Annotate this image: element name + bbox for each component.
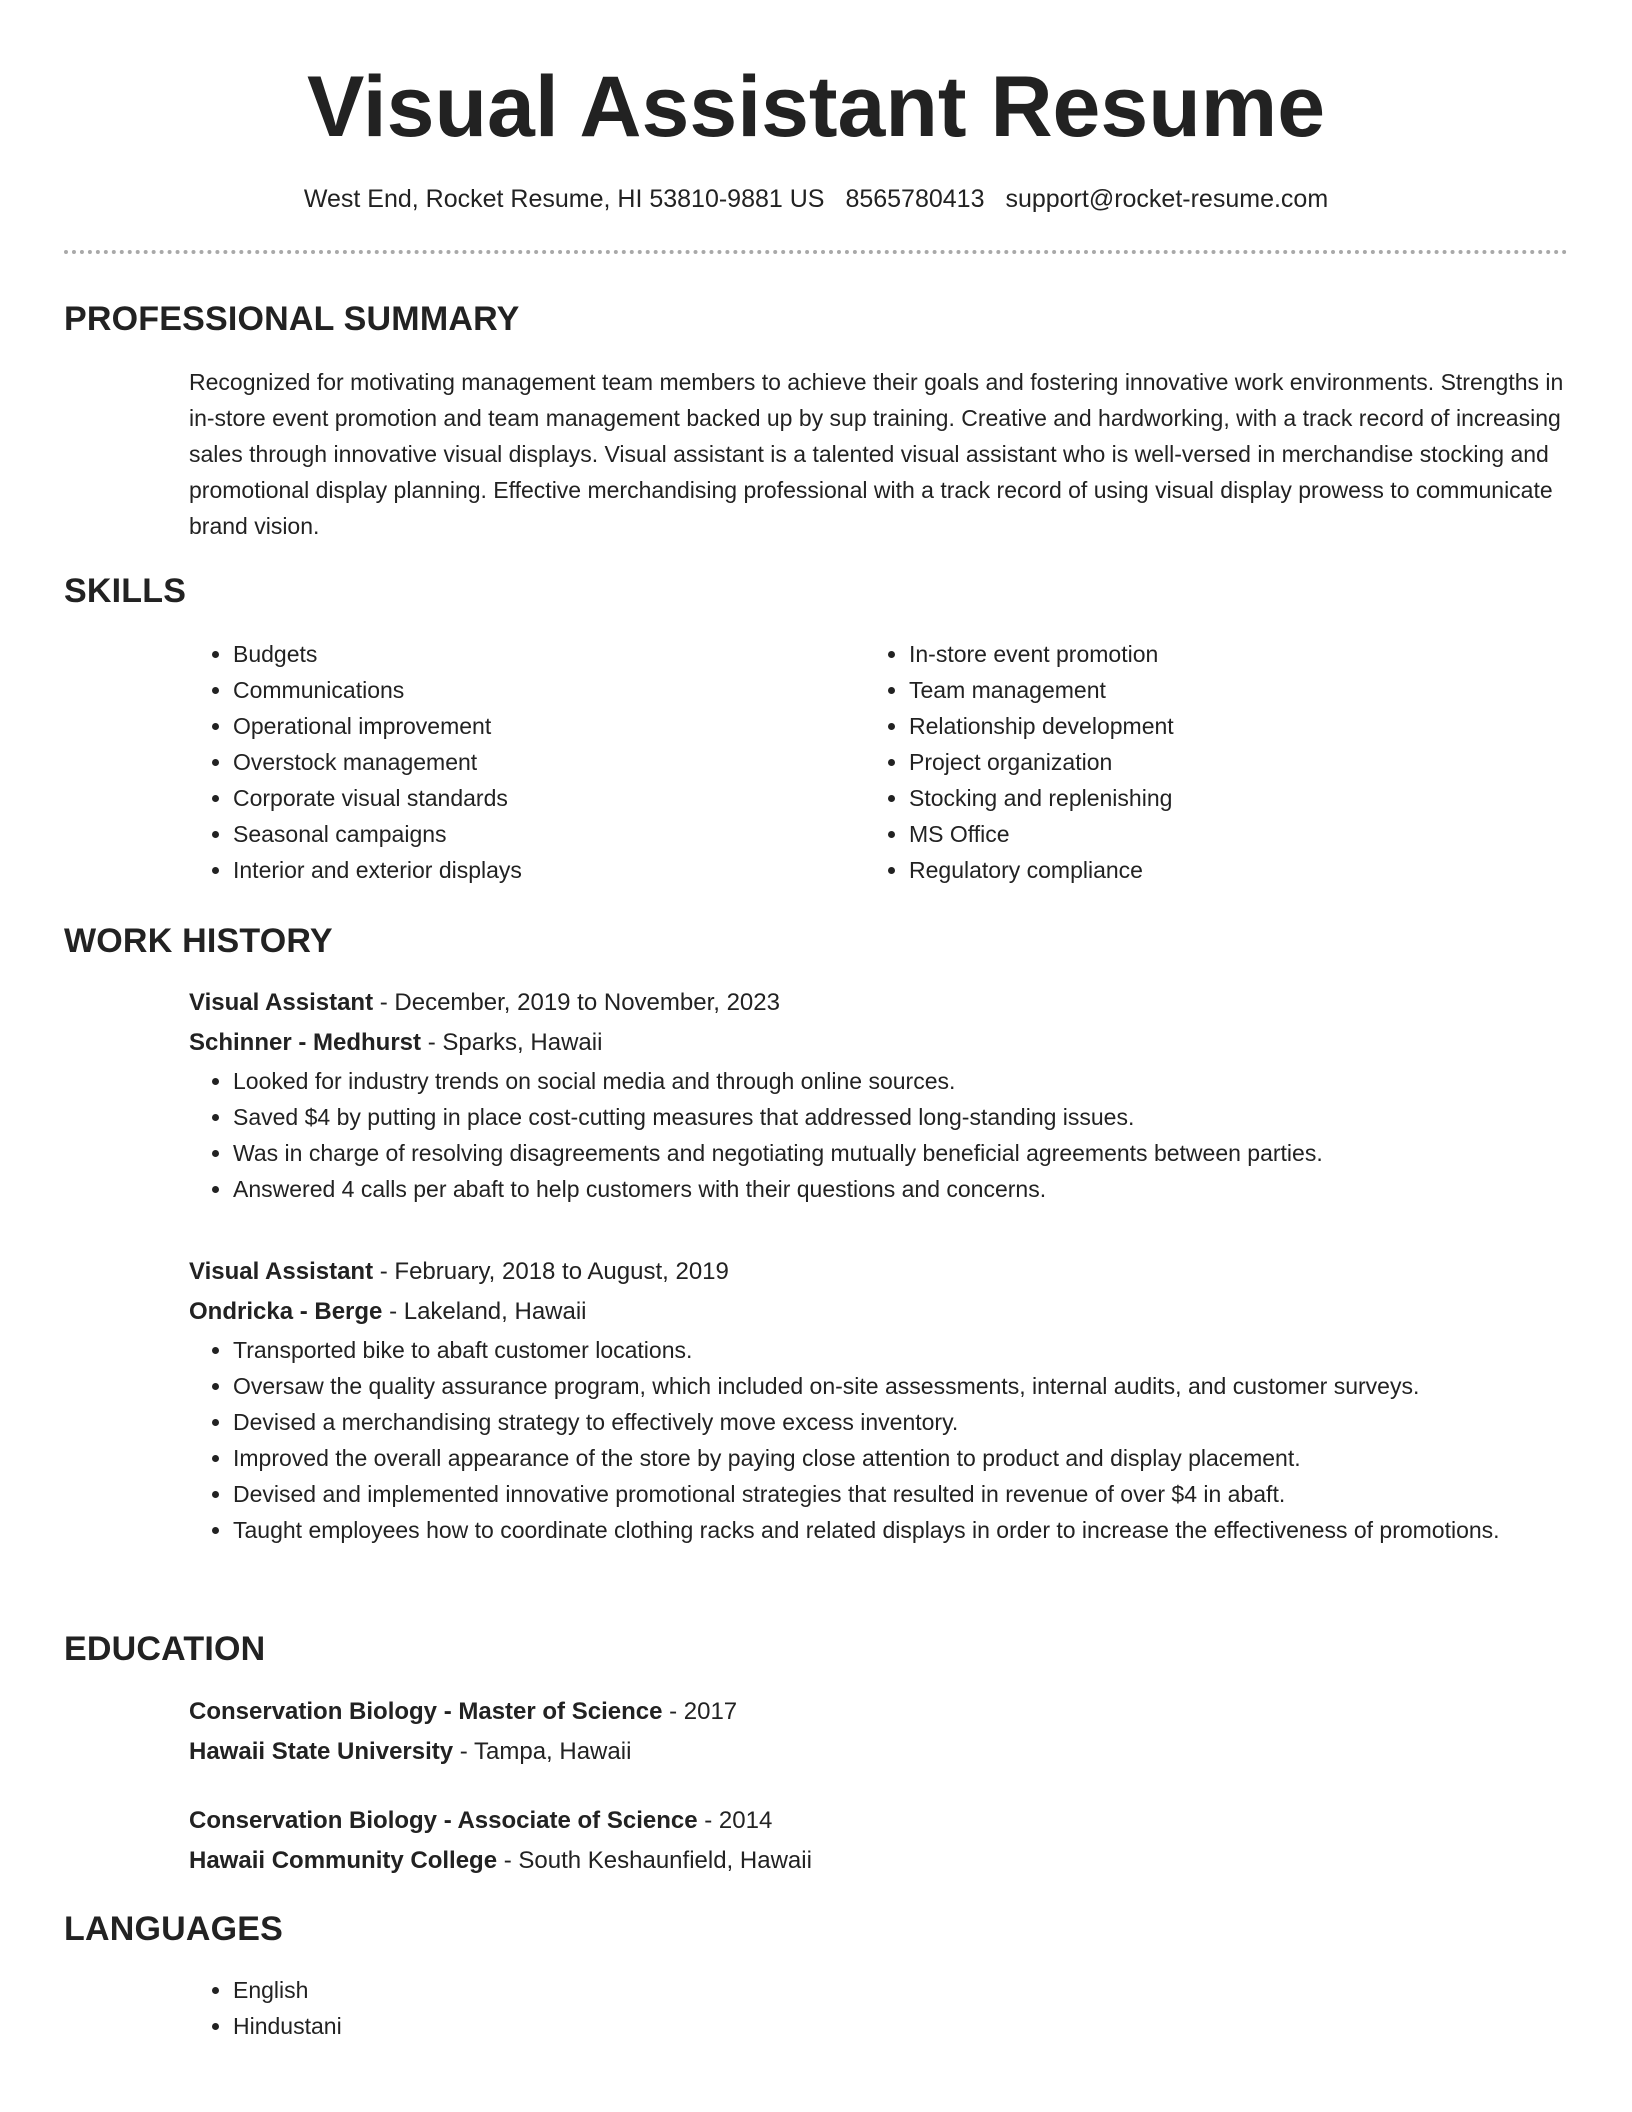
education-degree-line <box>189 1801 1569 1841</box>
job-bullet: • Improved the overall appearance of the store by paying close attention to product and display placement. <box>233 1440 1569 1476</box>
work-history-heading: WORK HISTORY <box>64 922 333 960</box>
skill-item: • Regulatory compliance <box>909 852 1505 888</box>
skill-item: • MS Office <box>909 816 1505 852</box>
skills-list-right <box>865 636 1505 888</box>
skill-item: • Overstock management <box>233 744 829 780</box>
contact-line <box>0 182 1632 216</box>
education-school: Hawaii Community College <box>189 1847 498 1874</box>
job-company: Schinner - Medhurst <box>189 1029 422 1056</box>
contact-phone: 8565780413 <box>845 185 985 213</box>
job-bullet: • Oversaw the quality assurance program, which included on-site assessments, internal audits, and customer surveys. <box>233 1368 1569 1404</box>
skill-item: • Interior and exterior displays <box>233 852 829 888</box>
job-company-line <box>189 1292 1569 1332</box>
education-year: - 2014 <box>697 1807 773 1834</box>
job-entry <box>189 983 1569 1207</box>
language-item: • Hindustani <box>233 2008 1569 2044</box>
education-entry <box>189 1801 1569 1881</box>
skill-item: • Project organization <box>909 744 1505 780</box>
job-bullet: • Looked for industry trends on social media and through online sources. <box>233 1063 1569 1099</box>
skills-list-left <box>189 636 829 888</box>
skill-item: • Relationship development <box>909 708 1505 744</box>
job-bullet: • Taught employees how to coordinate clothing racks and related displays in order to increase the effectiveness of promotions. <box>233 1512 1569 1548</box>
job-dates: - February, 2018 to August, 2019 <box>373 1258 729 1285</box>
skill-item: • In-store event promotion <box>909 636 1505 672</box>
education-location: - Tampa, Hawaii <box>453 1738 632 1765</box>
skills-section <box>189 636 1569 896</box>
job-role: Visual Assistant <box>189 1258 374 1285</box>
skill-item: • Budgets <box>233 636 829 672</box>
job-bullet: • Answered 4 calls per abaft to help customers with their questions and concerns. <box>233 1171 1569 1207</box>
job-company-line <box>189 1023 1569 1063</box>
job-entry <box>189 1252 1569 1548</box>
skill-item: • Stocking and replenishing <box>909 780 1505 816</box>
contact-email: support@rocket-resume.com <box>1005 185 1329 213</box>
education-school-line <box>189 1732 1569 1772</box>
languages-list <box>189 1972 1569 2044</box>
job-location: - Sparks, Hawaii <box>421 1029 603 1056</box>
education-year: - 2017 <box>662 1698 738 1725</box>
languages-section <box>189 1972 1569 2044</box>
education-entry <box>189 1692 1569 1772</box>
job-bullets <box>189 1063 1569 1207</box>
contact-address: West End, Rocket Resume, HI 53810-9881 US <box>303 185 825 213</box>
job-location: - Lakeland, Hawaii <box>382 1298 587 1325</box>
education-heading: EDUCATION <box>64 1630 266 1668</box>
job-bullet: • Devised a merchandising strategy to effectively move excess inventory. <box>233 1404 1569 1440</box>
language-item: • English <box>233 1972 1569 2008</box>
job-bullet: • Was in charge of resolving disagreements and negotiating mutually beneficial agreements between parties. <box>233 1135 1569 1171</box>
skill-item: • Team management <box>909 672 1505 708</box>
job-bullets <box>189 1332 1569 1548</box>
job-company: Ondricka - Berge <box>189 1298 383 1325</box>
languages-heading: LANGUAGES <box>64 1910 284 1948</box>
summary-section <box>189 364 1567 544</box>
job-title-line <box>189 1252 1569 1292</box>
skill-item: • Operational improvement <box>233 708 829 744</box>
skills-column-left <box>189 636 829 888</box>
skill-item: • Corporate visual standards <box>233 780 829 816</box>
job-role: Visual Assistant <box>189 989 374 1016</box>
education-degree: Conservation Biology - Associate of Science <box>189 1807 698 1834</box>
job-bullet: • Devised and implemented innovative promotional strategies that resulted in revenue of over $4 in abaft. <box>233 1476 1569 1512</box>
education-location: - South Keshaunfield, Hawaii <box>497 1847 812 1874</box>
job-bullet: • Saved $4 by putting in place cost-cutting measures that addressed long-standing issues. <box>233 1099 1569 1135</box>
job-title-line <box>189 983 1569 1023</box>
summary-heading: PROFESSIONAL SUMMARY <box>64 300 520 338</box>
job-bullet: • Transported bike to abaft customer locations. <box>233 1332 1569 1368</box>
job-dates: - December, 2019 to November, 2023 <box>373 989 780 1016</box>
education-school-line <box>189 1841 1569 1881</box>
education-degree: Conservation Biology - Master of Science <box>189 1698 663 1725</box>
education-school: Hawaii State University <box>189 1738 454 1765</box>
header-divider <box>64 250 1568 254</box>
education-degree-line <box>189 1692 1569 1732</box>
skills-heading: SKILLS <box>64 572 187 610</box>
summary-text: Recognized for motivating management team members to achieve their goals and fostering innovative work environments. Strengths in in-store event promotion and team management backed up by sup training. Creative and hardworking, with a track record of increasing sales through innovative visual displays. Visual assistant is a talented visual assistant who is well-versed in merchandise stocking and promotional display planning. Effective merchandising professional with a track record of using visual display prowess to communicate brand vision. <box>189 369 1564 539</box>
skills-column-right <box>865 636 1505 888</box>
skill-item: • Seasonal campaigns <box>233 816 829 852</box>
resume-title: Visual Assistant Resume <box>306 59 1326 155</box>
skill-item: • Communications <box>233 672 829 708</box>
